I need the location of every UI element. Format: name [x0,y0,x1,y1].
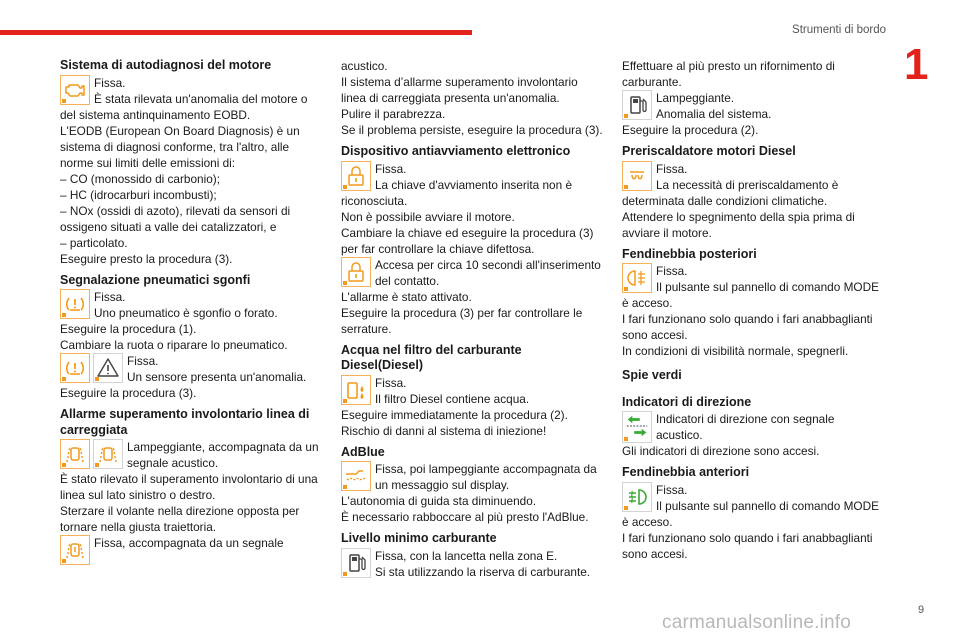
rear-fog-block: Fissa. Il pulsante sul pannello di comando MODE è acceso. [622,264,879,310]
fuel-system-fault-block: Lampeggiante. Anomalia del sistema. [622,90,884,122]
heading-engine-diagnosis: Sistema di autodiagnosi del motore [60,58,272,72]
lane-departure-icon [60,439,90,469]
heading-low-fuel: Livello minimo carburante [341,531,497,545]
warning-triangle-icon [93,353,123,383]
chapter-number: 1 [904,40,929,89]
heading-water-in-fuel: Acqua nel filtro del carburante Diesel(Diesel) [341,342,522,372]
lane-departure-block: Lampeggiante, accompagnata da un segnale acustico. [60,439,322,471]
heading-green-lights: Spie verdi [622,368,682,382]
rear-fog-lamp-icon [622,263,652,293]
immobiliser-block: Fissa. La chiave d'avviamento inserita non è riconosciuta. [341,161,573,208]
heading-immobiliser: Dispositivo antiavviamento elettronico [341,144,571,158]
turn-indicators-block: Indicatori di direzione con segnale acustico. [622,411,884,443]
column-3: Effettuare al più presto un rifornimento di carburante. Lampeggiante. Anomalia del sistema. Eseguire la procedura (2). Preriscaldatore motori Diesel Fissa. La necessità di preriscaldamento è determinata dalle condizioni climatiche. Attendere lo spegnimento della spia prima di avviare il motore. Fendinebbia posteriori Fissa. Il pulsante sul pannello di comando MODE è acceso. I fari funzionano solo quando i fari anabbaglianti sono accesi. In condizioni di visibilità normale, spegnerli. Spie verdi Indicatori di direzione Indicatori di direzione con segnale acustico. Gli indicatori di direzione sono accesi. Fendinebbia anteriori Fissa. Il pulsante sul pannello di comando MODE è acceso. I fari funzionano solo quando i fari anabbaglianti sono accesi. [622,58,884,562]
lock-key-icon [341,161,371,191]
heading-turn-indicators: Indicatori di direzione [622,394,752,409]
fuel-pump-icon [622,90,652,120]
turn-arrows-icon [622,411,652,443]
lock-key-icon [341,257,371,287]
watermark: carmanualsonline.info [662,612,852,633]
heading-lane-departure: Allarme superamento involontario linea di carreggiata [60,407,310,437]
glow-plug-icon [622,161,652,191]
heading-front-fog: Fendinebbia anteriori [622,465,750,479]
header-accent-bar [0,30,472,35]
column-1: Sistema di autodiagnosi del motore Fissa. È stata rilevata un'anomalia del motore o del sistema antinquinamento EOBD. L'EODB (European On Board Diagnosis) è un sistema di diagnosi conforme, tra l'altro, alle norme sui limiti delle emissioni di: – CO (monossido di carbonio); – HC (idrocarburi incombusti); – NOx (ossidi di azoto), rilevati da sensori di ossigeno situati a valle dei catalizzatori, e – particolato. Eseguire presto la procedura (3). Segnalazione pneumatici sgonfi Fissa. Uno pneumatico è sgonfio o forato. Eseguire la procedura (1). Cambiare la ruota o riparare lo pneumatico. Fissa. Un sensore presenta un'anomalia. Eseguire la procedura (3). Allarme superamento involontario linea di carreggiata Lampeggiante, accompagnata da un segnale acustico. È stato rilevato il superamento involontario di una linea sul lato sinistro o destro. Sterzare il volante nella direzione opposta per tornare nella giusta traiettoria. Fissa, accompagnata da un segnale [60,58,322,565]
heading-tyre-deflation: Segnalazione pneumatici sgonfi [60,272,251,287]
adblue-icon [341,461,371,491]
section-title: Strumenti di bordo [792,24,886,36]
low-fuel-block: Fissa, con la lancetta nella zona E. Si sta utilizzando la riserva di carburante. [341,548,603,580]
lane-departure-icon [93,439,123,469]
tyre-sensor-block: Fissa. Un sensore presenta un'anomalia. [60,353,322,385]
fuel-pump-icon [341,548,371,578]
column-2: acustico. Il sistema d’allarme superamento involontario linea di carreggiata presenta un'anomalia. Pulire il parabrezza. Se il problema persiste, eseguire la procedura (3). Dispositivo antiavviamento elettronico Fissa. La chiave d'avviamento inserita non è riconosciuta. Non è possibile avviare il motore. Cambiare la chiave ed eseguire la procedura (3) per far controllare la chiave difettosa. Accesa per circa 10 secondi all'inserimento del contatto. L'allarme è stato attivato. Eseguire la procedura (3) per far controllare le serrature. Acqua nel filtro del carburante Diesel(Diesel) Fissa. Il filtro Diesel contiene acqua. Eseguire immediatamente la procedura (2). Rischio di danni al sistema di iniezione! AdBlue Fissa, poi lampeggiante accompagnata da un messaggio sul display. L'autonomia di guida sta diminuendo. È necessario rabboccare al più presto l'AdBlue. Livello minimo carburante Fissa, con la lancetta nella zona E. Si sta utilizzando la riserva di carburante. [341,59,603,579]
heading-rear-fog: Fendinebbia posteriori [622,246,757,261]
tyre-warning-block: Fissa. Uno pneumatico è sgonfio o forato. [60,289,322,321]
tyre-pressure-icon [60,353,90,383]
heading-adblue: AdBlue [341,444,385,459]
page-number: 9 [918,604,925,616]
engine-diagnosis-block: Fissa. È stata rilevata un'anomalia del motore o del sistema antinquinamento EOBD. [60,75,308,122]
preheater-block: Fissa. La necessità di preriscaldamento è determinata dalle condizioni climatiche. [622,161,839,208]
lane-departure-fault-icon [60,535,90,565]
alarm-block: Accesa per circa 10 secondi all'inserimento del contatto. [341,257,603,289]
heading-preheater: Preriscaldatore motori Diesel [622,144,796,158]
adblue-block: Fissa, poi lampeggiante accompagnata da un messaggio sul display. [341,461,603,493]
front-fog-lamp-icon [622,482,652,512]
lane-departure-fault-block: Fissa, accompagnata da un segnale [60,535,322,565]
engine-check-icon [60,75,90,105]
front-fog-block: Fissa. Il pulsante sul pannello di comando MODE è acceso. [622,482,879,529]
water-in-fuel-block: Fissa. Il filtro Diesel contiene acqua. [341,375,603,407]
tyre-pressure-icon [60,289,90,319]
fuel-filter-water-icon [341,375,371,405]
